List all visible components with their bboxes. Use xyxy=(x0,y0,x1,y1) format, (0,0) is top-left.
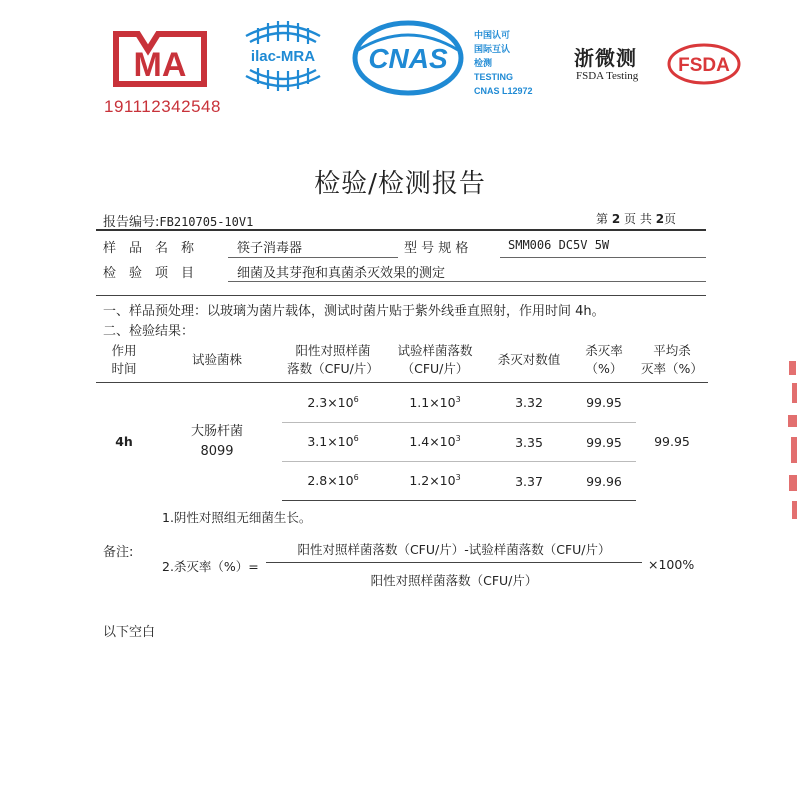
sample-name-value: 筷子消毒器 xyxy=(237,241,303,256)
test-item-value: 细菌及其芽孢和真菌杀灭效果的测定 xyxy=(237,266,446,281)
page-indicator xyxy=(596,210,676,227)
ilac-mra-logo xyxy=(238,14,328,98)
formula-multiplier: ×100% xyxy=(648,557,695,572)
column-header: 平均杀 灭率（%） xyxy=(636,338,708,383)
column-header: 杀灭对数值 xyxy=(486,338,572,383)
report-number-label: 报告编号: xyxy=(103,215,160,230)
log-value-cell: 3.32 xyxy=(515,395,543,410)
formula-denominator: 阳性对照样菌落数（CFU/片） xyxy=(370,573,538,588)
notes-label: 备注: xyxy=(103,545,134,560)
model-label: 型 号 规 格 xyxy=(404,241,469,256)
test-item-label: 检 验 项 目 xyxy=(103,266,195,281)
model-value: SMM006 DC5V 5W xyxy=(508,238,610,252)
test-count-cell: $1.4\times 10^3$ xyxy=(384,423,486,462)
column-header: 作用 时间 xyxy=(96,338,152,383)
results-heading: 二、检验结果： xyxy=(103,324,195,339)
table-row xyxy=(96,383,708,423)
column-header: 杀灭率 （%） xyxy=(572,338,636,383)
cma-logo xyxy=(112,28,208,88)
page-current: 2 xyxy=(611,212,621,226)
report-title: 检验/检测报告 xyxy=(314,169,486,199)
column-header: 试验样菌落数 （CFU/片） xyxy=(384,338,486,383)
cma-number: 191112342548 xyxy=(104,97,221,116)
divider xyxy=(228,257,398,258)
kill-rate-cell: 99.95 xyxy=(586,395,622,410)
note-2-prefix: 2.杀灭率（%）= xyxy=(162,559,259,574)
kill-rate-cell: 99.96 xyxy=(572,462,636,501)
page-label: 页 共 xyxy=(624,212,652,226)
cnas-line: 中国认可 xyxy=(474,30,511,40)
page-label: 第 xyxy=(596,212,609,226)
fraction-bar xyxy=(266,562,642,563)
strain-cell: 大肠杆菌 8099 xyxy=(190,423,243,459)
divider xyxy=(500,257,706,258)
fsda-logo-text: FSDA xyxy=(678,55,730,76)
seal-stamp-fragment xyxy=(786,355,800,525)
average-rate-cell: 99.95 xyxy=(654,434,690,450)
cnas-line: 国际互认 xyxy=(474,44,511,54)
pretreatment-text: 一、样品预处理：以玻璃为菌片载体，测试时菌片贴于紫外线垂直照射，作用时间 4h。 xyxy=(103,304,605,319)
divider xyxy=(228,281,706,282)
note-1: 1.阴性对照组无细菌生长。 xyxy=(162,510,312,525)
column-header: 试验菌株 xyxy=(152,338,282,383)
log-value-cell: 3.35 xyxy=(486,423,572,462)
fsda-chinese-name: 浙微测 xyxy=(574,46,637,70)
page-total: 2 xyxy=(655,212,665,226)
cnas-logo xyxy=(352,20,464,96)
fsda-logo xyxy=(666,42,742,86)
table-header-row xyxy=(96,338,708,383)
report-number-value: FB210705-10V1 xyxy=(159,215,254,229)
report-number xyxy=(103,211,253,230)
formula-numerator: 阳性对照样菌落数（CFU/片）-试验样菌落数（CFU/片） xyxy=(297,542,611,557)
positive-count-cell: $2.3\times 10^6$ xyxy=(307,394,359,411)
sample-name-label: 样 品 名 称 xyxy=(103,241,195,256)
test-count-cell: $1.1\times 10^3$ xyxy=(409,394,461,411)
cnas-accreditation-text xyxy=(474,28,533,98)
time-cell: 4h xyxy=(115,434,133,450)
cnas-text: CNAS xyxy=(368,43,448,74)
cnas-line: TESTING xyxy=(474,72,514,82)
cma-text: MA xyxy=(133,46,187,84)
test-count-cell: $1.2\times 10^3$ xyxy=(384,462,486,501)
positive-count-cell: $3.1\times 10^6$ xyxy=(282,423,384,462)
page-label: 页 xyxy=(664,212,677,226)
divider xyxy=(96,295,706,296)
positive-count-cell: $2.8\times 10^6$ xyxy=(282,462,384,501)
column-header: 阳性对照样菌 落数（CFU/片） xyxy=(282,338,384,383)
log-value-cell: 3.37 xyxy=(486,462,572,501)
cnas-line: 检测 xyxy=(474,58,493,68)
results-table xyxy=(96,338,708,501)
ilac-text: ilac-MRA xyxy=(250,48,316,65)
fsda-english-name: FSDA Testing xyxy=(576,70,639,82)
blank-below-text: 以下空白 xyxy=(103,625,156,640)
kill-rate-cell: 99.95 xyxy=(572,423,636,462)
divider xyxy=(96,229,706,231)
cnas-line: CNAS L12972 xyxy=(474,86,533,96)
